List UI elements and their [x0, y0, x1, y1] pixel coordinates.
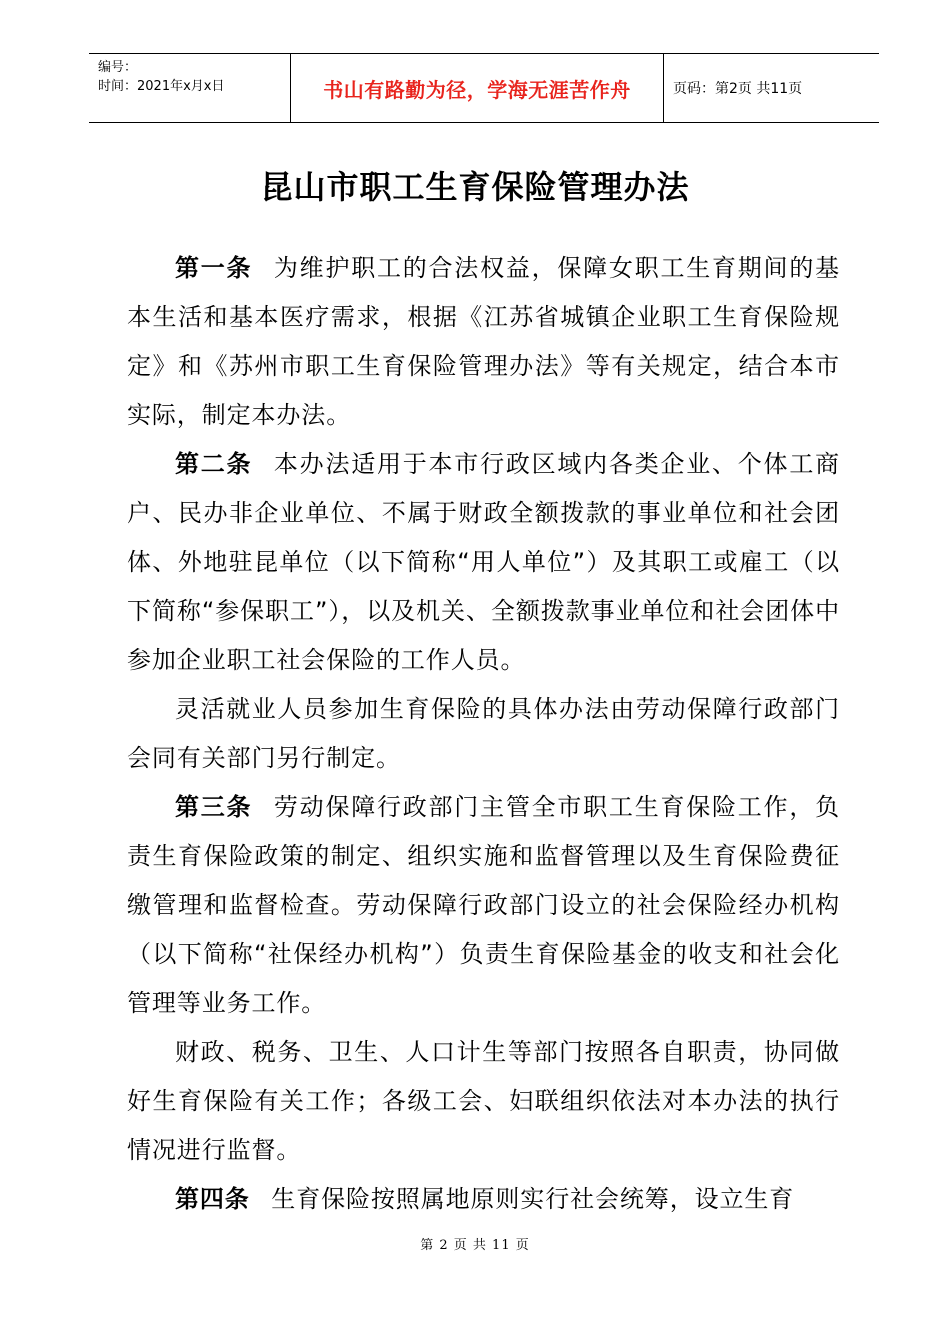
article-label: 第三条 [175, 793, 253, 821]
header-page-info [664, 54, 879, 122]
paragraph-text: 灵活就业人员参加生育保险的具体办法由劳动保障行政部门会同有关部门另行制定。 [127, 695, 840, 772]
header-meta [89, 54, 291, 122]
footer-page-number: 第 2 页 共 11 页 [420, 1238, 530, 1253]
document-title: 昆山市职工生育保险管理办法 [260, 168, 690, 206]
paragraph-article-3 [127, 783, 840, 1028]
paragraph-text: 为维护职工的合法权益，保障女职工生育期间的基本生活和基本医疗需求，根据《江苏省城镇企业职工生育保险规定》和《苏州市职工生育保险管理办法》等有关规定，结合本市实际，制定本办法。 [127, 254, 840, 429]
paragraph-article-3-continued [127, 1028, 840, 1175]
document-body [127, 244, 840, 1224]
motto-text: 书山有路勤为径，学海无涯苦作舟 [323, 77, 631, 102]
paragraph-text: 劳动保障行政部门主管全市职工生育保险工作，负责生育保险政策的制定、组织实施和监督管理以及生育保险费征缴管理和监督检查。劳动保障行政部门设立的社会保险经办机构（以下简称“社保经办机构”）负责生育保险基金的收支和社会化管理等业务工作。 [127, 793, 840, 1017]
article-label: 第一条 [175, 254, 253, 282]
article-label: 第四条 [175, 1185, 250, 1213]
paragraph-article-2 [127, 440, 840, 685]
paragraph-text: 生育保险按照属地原则实行社会统筹，设立生育 [271, 1185, 795, 1213]
paragraph-article-2-continued [127, 685, 840, 783]
paragraph-text: 财政、税务、卫生、人口计生等部门按照各自职责，协同做好生育保险有关工作；各级工会、妇联组织依法对本办法的执行情况进行监督。 [127, 1038, 840, 1164]
document-time-label: 时间：2021年x月x日 [98, 79, 225, 94]
page-footer [0, 1234, 950, 1253]
header-motto [291, 54, 664, 122]
paragraph-text: 本办法适用于本市行政区域内各类企业、个体工商户、民办非企业单位、不属于财政全额拨款的事业单位和社会团体、外地驻昆单位（以下简称“用人单位”）及其职工或雇工（以下简称“参保职工”），以及机关、全额拨款事业单位和社会团体中参加企业职工社会保险的工作人员。 [127, 450, 840, 674]
article-label: 第二条 [175, 450, 253, 478]
paragraph-article-4 [127, 1175, 840, 1224]
document-number-label: 编号： [98, 60, 138, 75]
paragraph-article-1 [127, 244, 840, 440]
page-header [89, 53, 879, 123]
page-info-text: 页码：第2页 共11页 [673, 81, 803, 97]
